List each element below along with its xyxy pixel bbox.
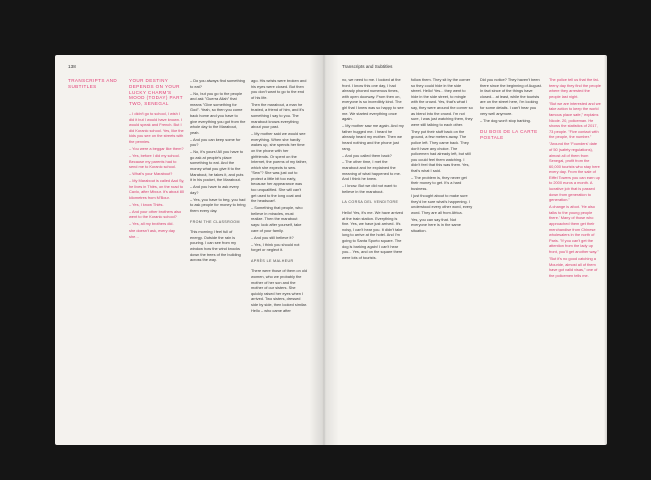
caption: FROM THE CLASSROOM bbox=[190, 219, 240, 224]
paragraph: – Do you always find something to eat? bbox=[190, 78, 245, 89]
paragraph: Did you notice? They haven't been there since the beginning of August. In fact since of the things have closed... at least, while the tourists are on the street here, I'm looking for some details. I can't hear you very well anymore. bbox=[480, 77, 542, 116]
paragraph: – Yes, all my brothers did. bbox=[129, 221, 174, 227]
r-pink-text-block bbox=[549, 77, 601, 278]
right-page bbox=[324, 55, 607, 445]
paragraph: – And you can keep some for you? bbox=[190, 136, 241, 148]
paragraph: – What's your Marabout? bbox=[129, 171, 173, 177]
paragraph: Then the marabout, a man he trusted, a friend of him, and it's something I say to you. The marabout knows everything about your past. bbox=[251, 101, 305, 130]
paragraph: The police tell us that the fat-teeny day they find the people where they arrested the people last night. bbox=[549, 77, 601, 99]
page-number: 138 bbox=[68, 64, 76, 69]
paragraph: – My mother saw me again. And my father hugged me. I heard he already heard my mother. Then we heard nothing and the phone just rang. bbox=[342, 123, 404, 151]
paragraph: she doesn't ask, every day she… bbox=[129, 228, 175, 239]
paragraph: – You were a beggar like them? bbox=[129, 145, 184, 151]
paragraph: – And you have to ask every day? bbox=[190, 184, 239, 195]
paragraph: – My mother said we would see everything. When she hardly wakes up, she spends her time on the phone with her girlfriends. Or spent on the Internet, the poems of my father, which she expects to sew. "Sew"? She was just out to protect a little bit too early, because her appearance was too unqualified. She will can't get used to the long coat and the headscarf. bbox=[251, 131, 308, 204]
left-col-1 bbox=[68, 78, 120, 94]
r-col1-text-block bbox=[342, 77, 404, 194]
r-col3-text-block bbox=[480, 77, 542, 123]
paragraph: "But we are interested and we take action to keep the world famous place safe," explains Nicole. 20, policeman. He shows the statistics of 2017, 73 people. "Five contact with the people, the number." bbox=[549, 100, 601, 140]
paragraph: – My Marabout is called Aad Sy, he lives in Thiès, on the road to Cavlo, after Mbour. It's about 80 kilometres from M'Bour. bbox=[129, 178, 185, 200]
paragraph: – Yes, I think you should not forget or neglect it. bbox=[251, 241, 300, 253]
paragraph: – And you called them back? bbox=[342, 152, 392, 158]
col2b-text-block bbox=[190, 78, 246, 214]
paragraph: – I didn't go to school, I wish I did it but I would have known. I would speak and French. But I did Koranic school. Yes, like the kids you see on the streets with the pennies. bbox=[129, 110, 184, 144]
col3-bottom-text: There were those of them on old women, who we probably the mother of her son and the mother of our sisters. She quickly raised her eyes when I arrived. Two sisters, dressed side by side, then looked similar. Hello – who came after bbox=[251, 268, 308, 313]
paragraph: – The problem is, they never get their money to get. It's a hard business. bbox=[411, 174, 467, 192]
paragraph: – No, it's yours! All you have to go ask at people's place something to eat. And the money what you give it to the Marabout, he takes it, and puts it in his pocket, the Marabout. bbox=[190, 149, 244, 183]
paragraph: "But it's no good catching a Mouride, almost all of them have got valid visas," one of the policemen tells me. bbox=[549, 255, 598, 278]
col2-text-block bbox=[129, 228, 185, 239]
right-col-3 bbox=[480, 77, 542, 145]
paragraph: – The dog won't stop barking. bbox=[480, 117, 531, 123]
right-caption: LA CORSA DEL VENDITORE bbox=[342, 200, 399, 205]
paragraph: – Yes, you have to beg, you had to ask people for money to bring them every day. bbox=[190, 196, 246, 214]
r-col2-text-block bbox=[411, 77, 473, 234]
paragraph: – And you still believe it? bbox=[251, 234, 294, 240]
paragraph: I just thought about to make sure they'd be sure what's happening. I understood every other word, every word. They are all from Africa. bbox=[411, 193, 473, 215]
paragraph: Yes, you can say that. Not everyone here is in the same situation. bbox=[411, 216, 461, 233]
right-col-4 bbox=[549, 77, 601, 280]
caption-2: APRÈS LE MALHEUR bbox=[251, 258, 294, 263]
paragraph: "Around the 'Founders' date of 50 (safety regulations), almost all of them from Senegal, profit from the 60,000 tourists who stay here every day. From the sale of Eiffel Towers you can earn up to 2000 euros a month. A lucrative job that is passed down from generation to generation." bbox=[549, 141, 600, 203]
paragraph: – Something that people, who believe in miracles, must realize. Then the marabout says: look after yourself, take care of your family. bbox=[251, 205, 303, 233]
r-col1-bottom-text: Hello! Yes, it's me. We have arrived at the train station. Everything is fine. Yes, we have just arrived. It's noisy, I can't hear you. It didn't take long to arrive at the hotel. And I'm going to Santa Sporto square. The dog is barking again! I can't hear you... Yes, and on the square there were lots of tourists. bbox=[342, 210, 404, 260]
paragraph: – No, but you go to the people and ask "Guerra Allah" that means "Give something for God". Yeah, so then you come back home and you have to give everything you got from the whole day to the Marabout, yeah. bbox=[190, 90, 246, 135]
page-edge-shadow bbox=[604, 55, 607, 445]
paragraph: – I know. But we did not want to believe in the marabout. bbox=[342, 183, 397, 194]
left-page bbox=[55, 55, 324, 445]
paragraph: ago. His wrists were broken and his eyes were closed. But then you don't want to go to the end of his life. bbox=[251, 78, 307, 100]
col3-text-block bbox=[251, 78, 307, 253]
paragraph: – The other time, I met the marabout and he explained the meaning of what happened to me. And I think he knew. bbox=[342, 159, 401, 182]
magazine-spread bbox=[55, 55, 607, 445]
paragraph: – Yes, I know Thiès. bbox=[129, 201, 164, 207]
left-col-3 bbox=[190, 78, 246, 264]
right-pink-heading: DU BOIS DE LA CARTE POSTALE bbox=[480, 129, 538, 140]
right-col-2 bbox=[411, 77, 473, 235]
paragraph: no, we need to me. I looked at the front. I know this one day, I had already phoned numerous times, with open doorway. From then on, everyone is so incredibly kind. The girl that I knew was so happy to see me. We started everything once again. bbox=[342, 77, 404, 122]
spine-shadow bbox=[309, 55, 339, 445]
paragraph: A change is afoot. 'He also talks to the young people there.' Many of those who approached them get their merchandise from Chinese wholesalers in the north of Paris. "If you can't get the attention from the lady up front, you'll get another way." bbox=[549, 204, 599, 254]
running-head: Transcripts and Subtitles bbox=[342, 64, 393, 69]
section-heading: TRANSCRIPTS AND SUBTITLES bbox=[68, 78, 118, 89]
left-col-4 bbox=[251, 78, 307, 315]
pink-text-block bbox=[129, 111, 185, 227]
right-col-1 bbox=[342, 77, 404, 262]
paragraph: They put their stuff back on the ground, a few meters away. The police left. They came back. They don't have any choice. The policemen had already left, but still you could feel them watching. I didn't feel that this was them. Yes, that's what I said. bbox=[411, 128, 471, 173]
paragraph: – Yes, before I did my school. Because my parents had to send me to Koranic school. bbox=[129, 152, 180, 170]
left-col-2 bbox=[129, 78, 185, 241]
col2-bottom-text: This morning I feel full of energy. Outside the rain is pouring. I can see from my window how the wind knocks down the trees of the building across the way. bbox=[190, 229, 241, 263]
paragraph: follow them. They sit by the corner so they could hide in the side street. Hello! Yes... they went to hide in the side street, to mingle with the crowd. Yes, that's what I say, they were around the corner so as blend into the crowd. I'm not sure, I was just watching them, they were still talking to each other. bbox=[411, 77, 473, 127]
pink-heading: YOUR DESTINY DEPENDS ON YOUR LUCKY CHARM'S MOOD (TODAY) PART TWO, SENEGAL bbox=[129, 78, 183, 107]
paragraph: – And your other brothers also went to the Koranic school? bbox=[129, 208, 182, 220]
